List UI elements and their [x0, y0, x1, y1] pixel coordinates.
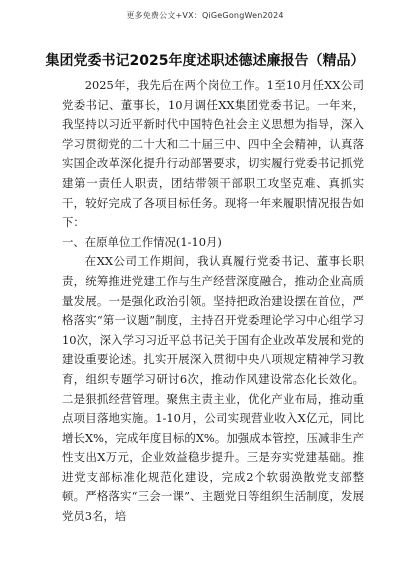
work-paragraph: 在XX公司工作期间，我认真履行党委书记、董事长职责，统筹推进党建工作与生产经营深度融合，推动企业高质量发展。一是强化政治引领。坚持把政治建设摆在首位，严格落实“第一议题”制度，主持召开党委理论学习中心组学习10次，深入学习习近平总书记关于国有企业改革发展和党的建设重要论述。扎实开展深入贯彻中央八项规定精神学习教育，组织专题学习研讨6次，推动作风建设常态化长效化。二是狠抓经营管理。聚焦主责主业，优化产业布局，推动重点项目落地实施。1-10月，公司实现营业收入X亿元，同比增长X%，完成年度目标的X%。加强成本管控，压减非生产性支出X万元，企业效益稳步提升。三是夯实党建基础。推进党支部标准化规范化建设，完成2个软弱涣散党支部整顿。严格落实“三会一课”、主题党日等组织生活制度，发展党员3名，培: [62, 254, 364, 524]
section-heading: 一、在原单位工作情况(1-10月): [62, 234, 222, 249]
document-title: 集团党委书记2025年度述职述德述廉报告（精品）: [45, 53, 365, 69]
intro-paragraph: 2025年，我先后在两个岗位工作。1至10月任XX公司党委书记、董事长，10月调任XX集团党委书记。一年来，我坚持以习近平新时代中国特色社会主义思想为指导，深入学习贯彻党的二十大和二十届三中、四中全会精神，认真落实国企改革深化提升行动部署要求，切实履行党委书记抓党建第一责任人职责，团结带领干部职工攻坚克难、真抓实干，较好完成了各项目标任务。现将一年来履职情况报告如下：: [62, 78, 364, 230]
header-watermark-note: 更多免费公文+VX：QiGeGongWen2024: [126, 11, 284, 20]
document-body: [62, 76, 364, 527]
